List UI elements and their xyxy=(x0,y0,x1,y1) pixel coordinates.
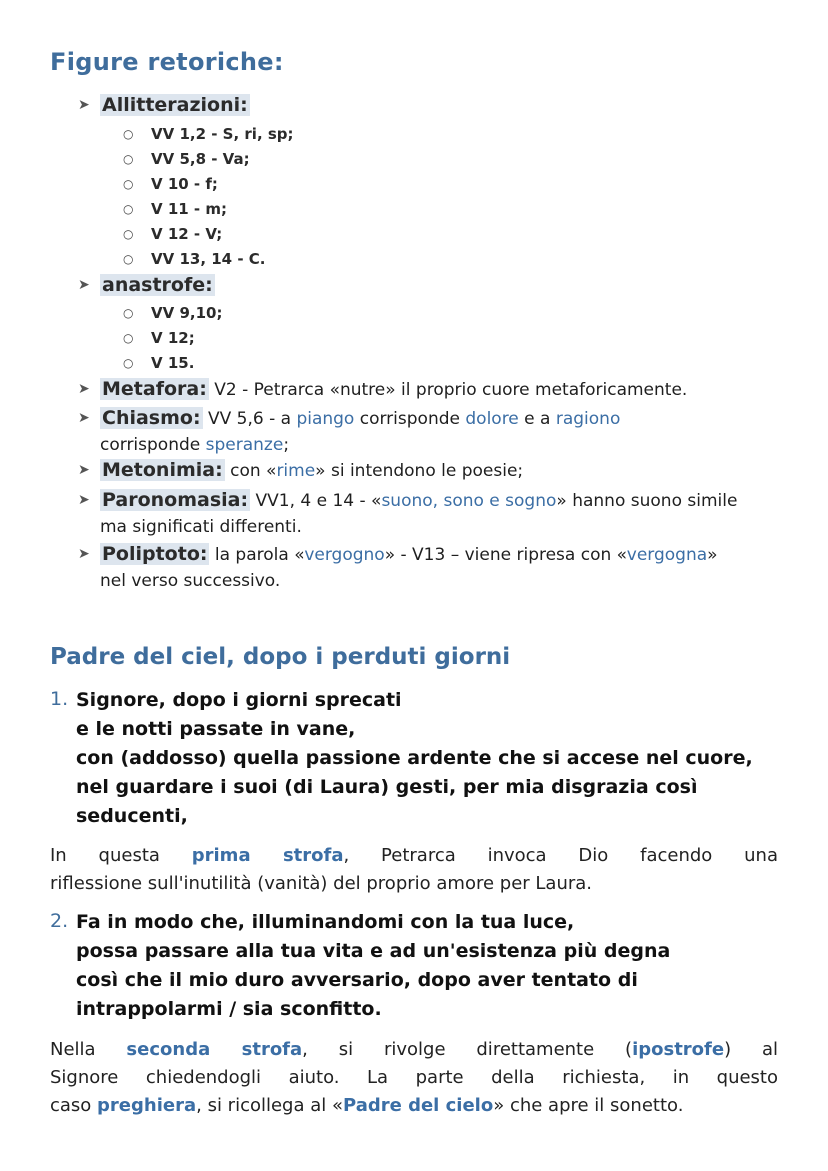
circle-bullet-icon: ○ xyxy=(123,177,134,191)
term-label: Chiasmo: xyxy=(102,407,201,429)
stanza-1-comment: In questa prima strofa, Petrarca invoca Dio facendo una riflessione sull'inutilità (vanità) del proprio amore per Laura. xyxy=(50,845,778,894)
term-label: Paronomasia: xyxy=(102,489,249,511)
arrow-bullet-icon: ➤ xyxy=(78,462,90,478)
stanza-2-paraphrase: Fa in modo che, illuminandomi con la tua luce, possa passare alla tua vita e ad un'esistenza più degna così che il mio duro avversario, dopo aver tentato di intrappolarmi / sia sconfitto. xyxy=(76,911,671,1020)
term-label: anastrofe: xyxy=(102,274,213,296)
arrow-bullet-icon: ➤ xyxy=(78,492,90,508)
arrow-bullet-icon: ➤ xyxy=(78,381,90,397)
arrow-bullet-icon: ➤ xyxy=(78,277,90,293)
stanza-2-comment: Nella seconda strofa, si rivolge direttamente (ipostrofe) al Signore chiedendogli aiuto. La parte della richiesta, in questo caso preghiera, si ricollega al «Padre del cielo» che apre il sonetto. xyxy=(50,1039,778,1116)
arrow-bullet-icon: ➤ xyxy=(78,546,90,562)
circle-bullet-icon: ○ xyxy=(123,331,134,345)
term-label: Metonimia: xyxy=(102,459,223,481)
section-title-figure-retoriche: Figure retoriche: xyxy=(50,48,284,76)
section-title-padre-del-ciel: Padre del ciel, dopo i perduti giorni xyxy=(50,644,511,670)
circle-bullet-icon: ○ xyxy=(123,252,134,266)
stanza-number: 1. xyxy=(50,688,69,710)
term-label: Metafora: xyxy=(102,378,207,400)
circle-bullet-icon: ○ xyxy=(123,227,134,241)
arrow-bullet-icon: ➤ xyxy=(78,97,90,113)
circle-bullet-icon: ○ xyxy=(123,306,134,320)
circle-bullet-icon: ○ xyxy=(123,202,134,216)
stanza-1-paraphrase: Signore, dopo i giorni sprecati e le notti passate in vane, con (addosso) quella passione ardente che si accese nel cuore, nel guardare i suoi (di Laura) gesti, per mia disgrazia così seducenti, xyxy=(76,689,753,827)
circle-bullet-icon: ○ xyxy=(123,152,134,166)
circle-bullet-icon: ○ xyxy=(123,127,134,141)
circle-bullet-icon: ○ xyxy=(123,356,134,370)
stanza-number: 2. xyxy=(50,910,69,932)
term-label: Allitterazioni: xyxy=(102,94,248,116)
term-label: Poliptoto: xyxy=(102,543,208,565)
document-page: Figure retoriche: ➤ Allitterazioni: ○ VV 1,2 - S, ri, sp; ○ VV 5,8 - Va; ○ V 10 - f; ○ V 11 - m; ○ V 12 - V; ○ VV 13, 14 - C. ➤ anastrofe: ○ VV 9,10; ○ V 12; ○ V 15. ➤ Metafora: V2 - Petrarca «nutre» il proprio cuore metaforicamente. ➤ Chiasmo: VV 5,6 - a piango corrisponde dolore e a ragiono corrisponde speranze; ➤ Metonimia: con «rime» si intendono le poesie; ➤ Paronomasia: VV1, 4 e 14 - «suono, sono e sogno» hanno suono simile ma significati differenti. ➤ Poliptoto: la parola «vergogno» - V13 – viene ripresa con «vergogna» nel verso successivo. Padre del ciel, dopo i perduti giorni 1. Signore, dopo i giorni sprecati e le notti passate in vane, con (addosso) quella passione ardente che si accese nel cuore, nel guardare i suoi (di Laura) gesti, per mia disgrazia così seducenti, In questa prima strofa, Petrarca invoca Dio facendo una riflessione sull'inutilità (vanità) del proprio amore per Laura. 2. Fa in modo che, illuminandomi con la tua luce, possa passare alla tua vita e ad un'esistenza più degna così che il mio duro avversario, dopo aver tentato di intrappolarmi / sia sconfitto. Nella seconda strofa, si rivolge direttamente (ipostrofe) al Signore chiedendogli aiuto. La parte della richiesta, in questo caso preghiera, si ricollega al «Padre del cielo» che apre il sonetto. xyxy=(0,0,828,1171)
arrow-bullet-icon: ➤ xyxy=(78,410,90,426)
